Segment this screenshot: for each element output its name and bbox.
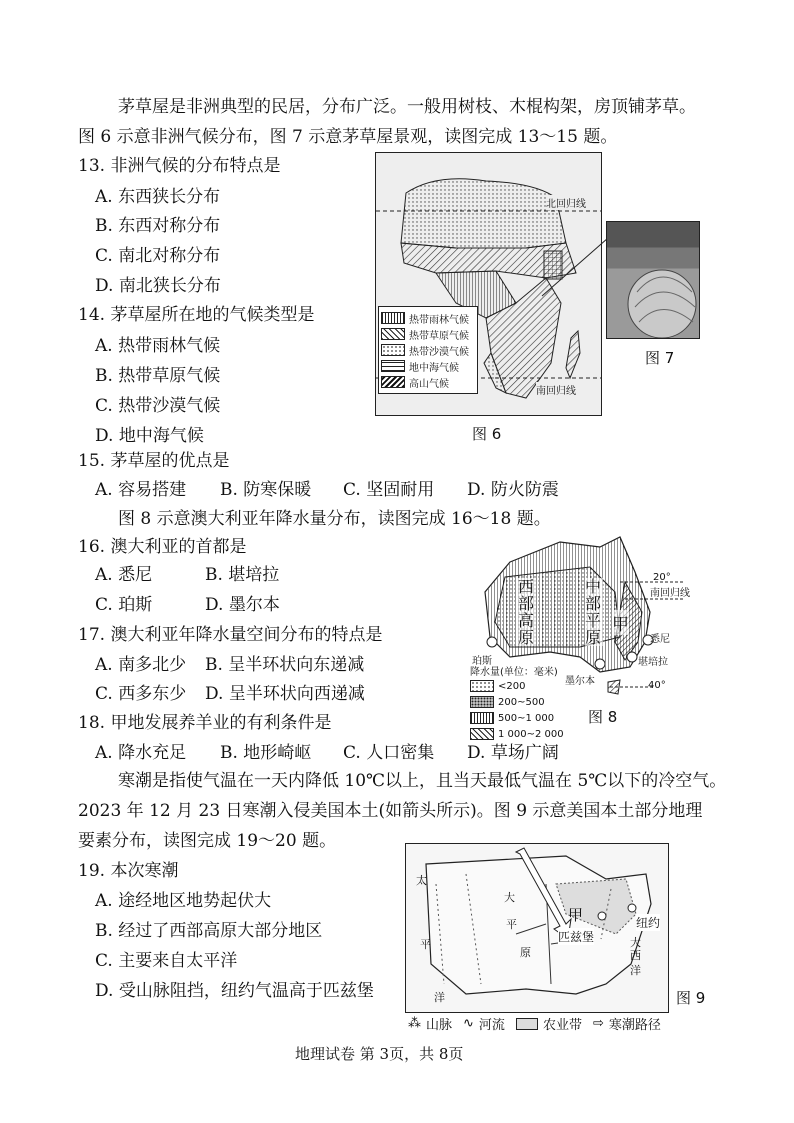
q19-option-a: A. 途经地区地势起伏大 [95,891,272,911]
mountain-icon: ⁂ [408,1016,421,1031]
tropic-of-capricorn-label: 南回归线 [536,382,576,397]
q17-option-b: B. 呈半环状向东递减 [205,655,365,675]
figure-8-legend [470,662,580,742]
question-19-stem: 19. 本次寒潮 [78,861,179,881]
legend-label: 热带草原气候 [409,330,469,342]
river-icon: ∿ [463,1016,474,1031]
tropic-of-cancer-label: 北回归线 [546,195,586,210]
plain-label-2: 平 [506,918,517,931]
q17-option-a: A. 南多北少 [95,655,187,675]
legend-item [381,310,475,326]
legend-swatch [381,344,405,356]
plain-label-1: 大 [504,891,515,904]
page-footer: 地理试卷 第 3页，共 8页 [295,1045,464,1063]
q16-option-a: A. 悉尼 [95,565,153,585]
intro-australia: 图 8 示意澳大利亚年降水量分布，读图完成 16～18 题。 [118,509,551,529]
q16-option-d: D. 墨尔本 [205,595,280,615]
location-jia-usa-label: 甲 [568,906,584,924]
legend-label: 500~1 000 [498,712,555,724]
figure-7-pointer [540,218,612,298]
figure-9-caption: 图 9 [676,989,706,1007]
question-15-stem: 15. 茅草屋的优点是 [78,451,230,471]
legend-title: 降水量(单位：毫米) [470,666,558,678]
q14-option-c: C. 热带沙漠气候 [95,396,221,416]
plain-label-3: 原 [520,946,531,959]
canberra-label: 堪培拉 [638,657,668,668]
legend-label: 农业带 [542,1018,582,1033]
atlantic-label-1: 大 [630,936,641,949]
legend-label: 热带雨林气候 [409,314,469,326]
q13-option-a: A. 东西狭长分布 [95,187,221,207]
legend-item [470,710,580,726]
latitude-20-label: 20° [653,572,671,583]
intro-cold-wave-1: 寒潮是指使气温在一天内降低 10℃以上，且当天最低气温在 5℃以下的冷空气。 [118,771,727,791]
q17-option-c: C. 西多东少 [95,684,187,704]
legend-item [381,374,475,390]
figure-8-caption: 图 8 [588,708,618,726]
figure-6-legend [378,306,478,394]
legend-swatch [470,728,494,740]
legend-label: <200 [498,680,526,692]
atlantic-label-2: 西 [630,949,641,962]
perth-label: 珀斯 [472,656,492,667]
q16-option-c: C. 珀斯 [95,595,153,615]
q17-option-d: D. 呈半环状向西递减 [205,684,365,704]
q15-option-a: A. 容易搭建 [95,480,187,500]
legend-label: 200~500 [498,696,545,708]
legend-swatch [381,376,405,388]
q13-option-c: C. 南北对称分布 [95,246,221,266]
q16-option-b: B. 堪培拉 [205,565,280,585]
pittsburgh-label: 匹兹堡 [558,930,595,944]
central-plain-label: 中部平原 [585,577,602,647]
usa-map-graphic [406,844,668,1012]
legend-label: 地中海气候 [409,362,459,374]
legend-label: 山脉 [426,1018,453,1033]
west-plateau-label: 西部高原 [518,577,535,647]
legend-swatch [381,312,405,324]
figure-9-legend [408,1014,661,1033]
pacific-label-1: 太 [416,874,427,887]
figure-7-thatched-hut-photo [606,221,700,339]
q18-option-b: B. 地形崎岖 [220,743,312,763]
farm-belt-icon [516,1018,538,1030]
legend-item [470,726,580,742]
legend-swatch [381,328,405,340]
pacific-label-2: 平 [420,938,431,951]
q18-option-a: A. 降水充足 [95,743,187,763]
question-18-stem: 18. 甲地发展养羊业的有利条件是 [78,713,332,733]
q15-option-b: B. 防寒保暖 [220,480,312,500]
q13-option-b: B. 东西对称分布 [95,216,221,236]
tropic-label-australia: 南回归线 [650,588,690,599]
legend-item [470,694,580,710]
q14-option-d: D. 地中海气候 [95,426,204,446]
legend-item [381,342,475,358]
intro-cold-wave-2: 2023 年 12 月 23 日寒潮入侵美国本土(如箭头所示)。图 9 示意美国本土部分地理 [78,801,703,821]
legend-label: 高山气候 [409,378,449,390]
q18-option-c: C. 人口密集 [343,743,435,763]
q15-option-d: D. 防火防震 [467,480,559,500]
legend-label: 热带沙漠气候 [409,346,469,358]
figure-7-caption: 图 7 [645,349,675,367]
question-17-stem: 17. 澳大利亚年降水量空间分布的特点是 [78,625,383,645]
q18-option-d: D. 草场广阔 [467,743,559,763]
q19-option-d: D. 受山脉阻挡，纽约气温高于匹兹堡 [95,981,374,1001]
figure-9-usa-map [405,843,669,1013]
legend-swatch [381,360,405,372]
q19-option-c: C. 主要来自太平洋 [95,951,238,971]
q14-option-a: A. 热带雨林气候 [95,336,221,356]
intro-line-1: 茅草屋是非洲典型的民居，分布广泛。一般用树枝、木棍构架，房顶铺茅草。 [118,97,696,117]
legend-swatch [470,680,494,692]
melbourne-label: 墨尔本 [565,676,595,687]
atlantic-label-3: 洋 [630,964,641,977]
question-13-stem: 13. 非洲气候的分布特点是 [78,156,281,176]
legend-item [381,326,475,342]
question-14-stem: 14. 茅草屋所在地的气候类型是 [78,305,315,325]
question-16-stem: 16. 澳大利亚的首都是 [78,537,247,557]
legend-swatch [470,696,494,708]
legend-label: 河流 [478,1018,505,1033]
pacific-label-3: 洋 [434,991,445,1004]
q15-option-c: C. 坚固耐用 [343,480,435,500]
q14-option-b: B. 热带草原气候 [95,366,221,386]
legend-item [470,678,580,694]
legend-swatch [470,712,494,724]
thatched-hut-graphic [607,222,699,338]
legend-label: 1 000~2 000 [498,728,564,740]
figure-6-caption: 图 6 [472,425,502,443]
q19-option-b: B. 经过了西部高原大部分地区 [95,921,323,941]
cold-wave-arrow-icon: ⇨ [592,1016,604,1031]
intro-cold-wave-3: 要素分布，读图完成 19～20 题。 [78,831,337,851]
q13-option-d: D. 南北狭长分布 [95,276,221,296]
latitude-40-label: 40° [648,680,666,691]
legend-label: 寒潮路径 [608,1018,661,1033]
new-york-label: 纽约 [636,916,661,930]
legend-item [381,358,475,374]
intro-line-2: 图 6 示意非洲气候分布，图 7 示意茅草屋景观，读图完成 13～15 题。 [78,127,618,147]
location-jia-label: 甲 [612,610,629,635]
sydney-label: 悉尼 [650,634,670,645]
